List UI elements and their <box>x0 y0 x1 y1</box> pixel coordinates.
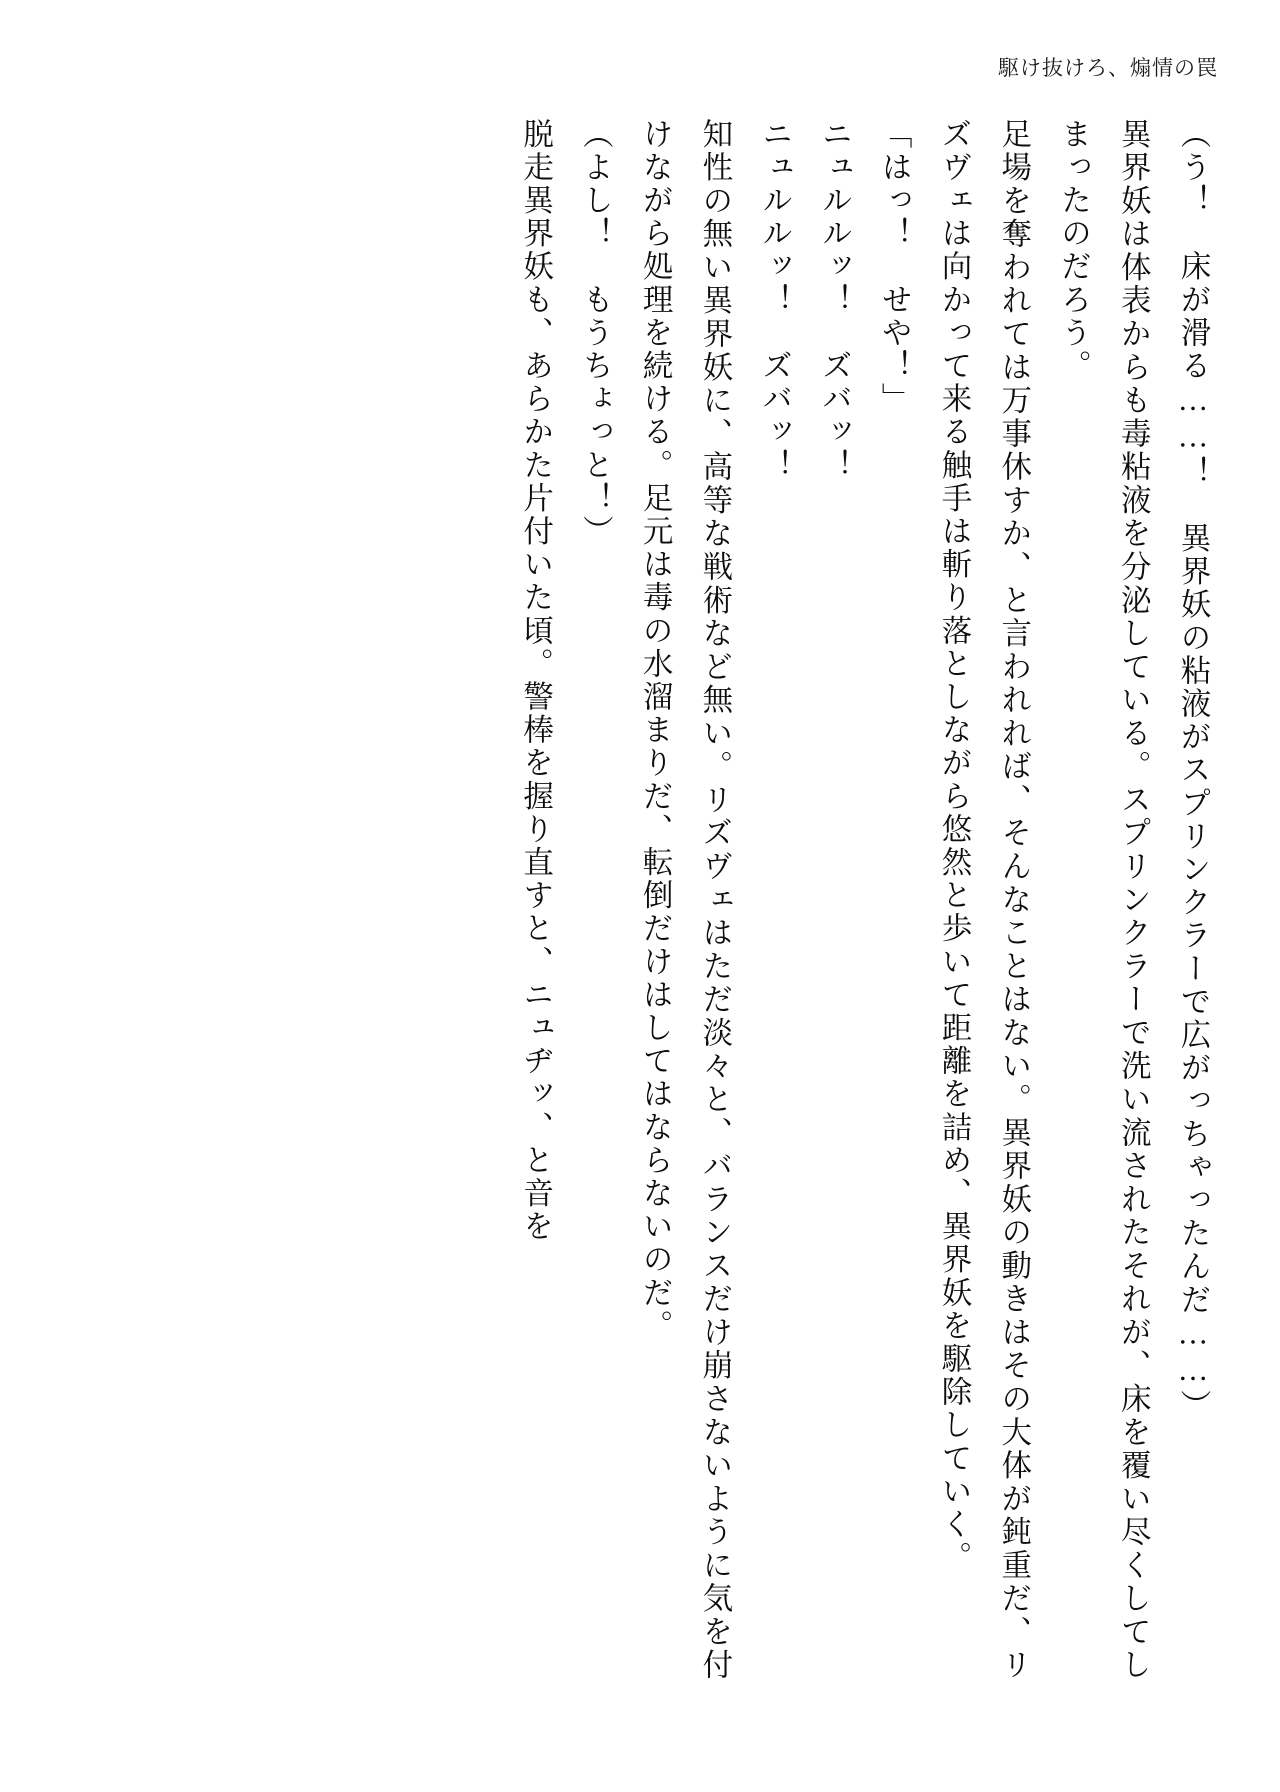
paragraph: 知性の無い異界妖に、高等な戦術など無い。リズヴェはただ淡々と、バランスだけ崩さないように気を付けながら処理を続ける。足元は毒の水溜まりだ、転倒だけはしてはならないのだ。 <box>638 118 732 1682</box>
page-header-title: 駆け抜けろ、煽情の罠 <box>998 56 1218 80</box>
paragraph: 異界妖は体表からも毒粘液を分泌している。スプリンクラーで洗い流されたそれが、床を覆い尽くしてしまったのだろう。 <box>1056 118 1151 1682</box>
paragraph: 足場を奪われては万事休すか、と言われれば、そんなことはない。異界妖の動きはその大体が鈍重だ、リズヴェは向かって来る触手は斬り落としながら悠然と歩いて距離を詰め、異界妖を駆除していく。 <box>936 118 1031 1682</box>
vertical-text-body <box>70 118 1222 1682</box>
paragraph: ニュルルッ！ ズバッ！ <box>817 118 852 483</box>
paragraph: ニュルルッ！ ズバッ！ <box>757 118 792 483</box>
paragraph: （う！ 床が滑る……！ 異界妖の粘液がスプリンクラーで広がっちゃったんだ……） <box>1176 118 1210 1423</box>
paragraph: （よし！ もうちょっと！） <box>578 118 613 549</box>
paragraph: 「はっ！ せや！」 <box>877 118 912 416</box>
paragraph: 脱走異界妖も、あらかた片付いた頃。警棒を握り直すと、ニュヂッ、と音を <box>518 118 553 1244</box>
